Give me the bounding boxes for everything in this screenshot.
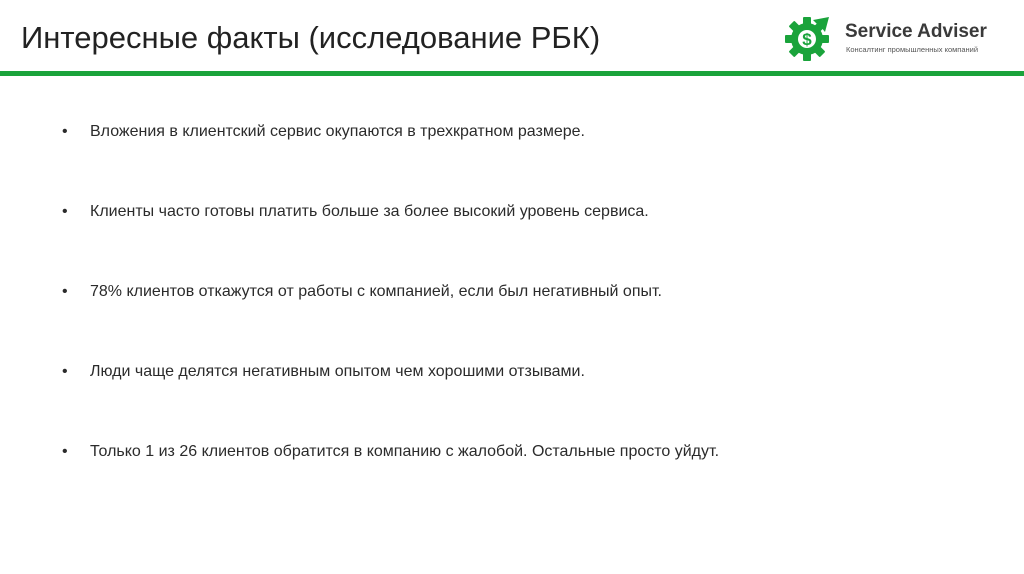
bullet-marker: • bbox=[62, 203, 68, 220]
bullet-marker: • bbox=[62, 123, 68, 140]
list-item-text: Люди чаще делятся негативным опытом чем хорошими отзывами. bbox=[90, 363, 585, 380]
list-item-text: Вложения в клиентский сервис окупаются в трехкратном размере. bbox=[90, 123, 585, 140]
header-divider bbox=[0, 71, 1024, 76]
company-logo bbox=[783, 16, 1019, 62]
bullet-marker: • bbox=[62, 443, 68, 460]
svg-text:$: $ bbox=[802, 30, 812, 49]
list-item-text: Только 1 из 26 клиентов обратится в компанию с жалобой. Остальные просто уйдут. bbox=[90, 443, 720, 460]
slide-title: Интересные факты (исследование РБК) bbox=[21, 20, 601, 55]
gear-dollar-icon bbox=[783, 16, 833, 62]
list-item-text: Клиенты часто готовы платить больше за более высокий уровень сервиса. bbox=[90, 203, 649, 220]
list-item-text: 78% клиентов откажутся от работы с компанией, если был негативный опыт. bbox=[90, 283, 662, 300]
bullet-marker: • bbox=[62, 363, 68, 380]
logo-tagline: Консалтинг промышленных компаний bbox=[846, 45, 979, 54]
logo-name: Service Adviser bbox=[845, 21, 987, 42]
bullet-marker: • bbox=[62, 283, 68, 300]
